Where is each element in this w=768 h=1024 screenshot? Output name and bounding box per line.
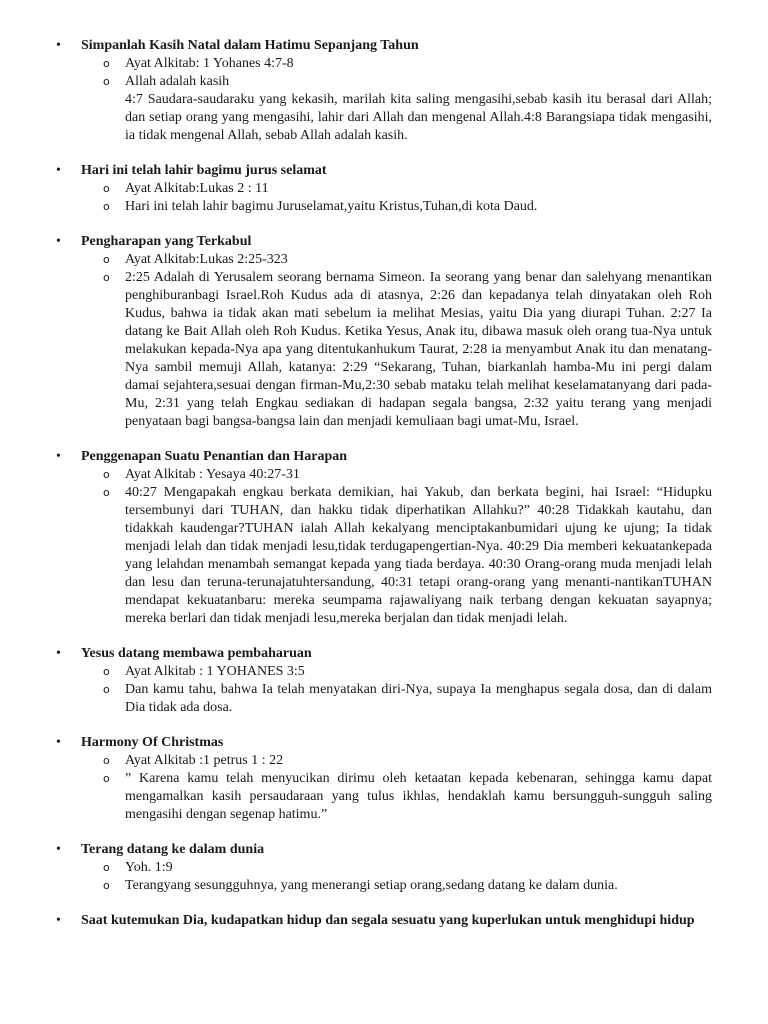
item-text: 2:25 Adalah di Yerusalem seorang bernama Simeon. Ia seorang yang benar dan salehyang menantikan penghiburanbagi Israel.Roh Kudus ada di atasnya, 2:26 dan kepadanya telah dinyatakan oleh Roh Kudus, bahwa ia tidak akan mati sebelum ia melihat Mesias, yaitu Dia yang diurapi Tuhan. 2:27 Ia datang ke Bait Allah oleh Roh Kudus. Ketika Yesus, Anak itu, dibawa masuk oleh orang tua-Nya untuk melakukan kepada-Nya apa yang ditentukanhukum Taurat, 2:28 ia menyambut Anak itu dan menatang-Nya sambil memuji Allah, katanya: 2:29 “Sekarang, Tuhan, biarkanlah hamba-Mu ini pergi dalam damai sejahtera,sesuai dengan firman-Mu,2:30 sebab mataku telah melihat keselamatanyang dari pada-Mu, 2:31 yang telah Engkau sediakan di hadapan segala bangsa, 2:32 yaitu terang yang menjadi penyataan bagi bangsa-bangsa lain dan menjadi kemuliaan bagi umat-Mu, Israel. <box>125 270 712 429</box>
circle-bullet-icon: o <box>103 253 110 266</box>
circle-bullet-icon: o <box>103 861 110 874</box>
list-item <box>0 859 768 877</box>
section-title-text: Yesus datang membawa pembaharuan <box>81 646 312 661</box>
list-item <box>0 198 768 216</box>
circle-bullet-icon: o <box>103 486 110 499</box>
section <box>0 912 768 930</box>
circle-bullet-icon: o <box>103 200 110 213</box>
bullet-icon: • <box>56 913 61 928</box>
circle-bullet-icon: o <box>103 754 110 767</box>
circle-bullet-icon: o <box>103 665 110 678</box>
sub-list <box>0 55 768 145</box>
list-item <box>0 180 768 198</box>
bullet-icon: • <box>56 38 61 53</box>
section-list <box>0 37 768 930</box>
circle-bullet-icon: o <box>103 271 110 284</box>
section-title-text: Simpanlah Kasih Natal dalam Hatimu Sepanjang Tahun <box>81 38 419 53</box>
bullet-icon: • <box>56 163 61 178</box>
bullet-icon: • <box>56 735 61 750</box>
item-text: Dan kamu tahu, bahwa Ia telah menyatakan diri-Nya, supaya Ia menghapus segala dosa, dan di dalam Dia tidak ada dosa. <box>125 682 712 715</box>
section <box>0 233 768 431</box>
item-text: Hari ini telah lahir bagimu Juruselamat,yaitu Kristus,Tuhan,di kota Daud. <box>125 199 538 214</box>
section <box>0 37 768 145</box>
item-text: ” Karena kamu telah menyucikan dirimu oleh ketaatan kepada kebenaran, sehingga kamu dapat mengamalkan kasih persaudaraan yang tulus ikhlas, hendaklah kamu bersungguh-sungguh saling mengasihi dengan segenap hatimu.” <box>125 771 712 822</box>
section <box>0 734 768 824</box>
item-text-continued: 4:7 Saudara-saudaraku yang kekasih, marilah kita saling mengasihi,sebab kasih itu berasal dari Allah; dan setiap orang yang mengasihi, lahir dari Allah dan mengenal Allah.4:8 Barangsiapa tidak mengasihi, ia tidak mengenal Allah, sebab Allah adalah kasih. <box>125 92 712 143</box>
item-text: Ayat Alkitab: 1 Yohanes 4:7-8 <box>125 56 294 71</box>
bullet-icon: • <box>56 234 61 249</box>
sub-list <box>0 752 768 824</box>
section-title-text: Terang datang ke dalam dunia <box>81 842 265 857</box>
sub-list <box>0 180 768 216</box>
bullet-icon: • <box>56 449 61 464</box>
section-title <box>0 37 768 55</box>
sub-list <box>0 663 768 717</box>
item-text: Ayat Alkitab : 1 YOHANES 3:5 <box>125 664 305 679</box>
section-title <box>0 448 768 466</box>
list-item <box>0 663 768 681</box>
circle-bullet-icon: o <box>103 772 110 785</box>
section-title-text: Saat kutemukan Dia, kudapatkan hidup dan segala sesuatu yang kuperlukan untuk menghidupi hidup <box>81 913 695 928</box>
list-item <box>0 877 768 895</box>
item-text: Ayat Alkitab :1 petrus 1 : 22 <box>125 753 284 768</box>
circle-bullet-icon: o <box>103 683 110 696</box>
list-item <box>0 752 768 770</box>
circle-bullet-icon: o <box>103 879 110 892</box>
item-text: Allah adalah kasih <box>125 74 230 89</box>
list-item <box>0 484 768 628</box>
sub-list <box>0 859 768 895</box>
item-text: Ayat Alkitab:Lukas 2 : 11 <box>125 181 269 196</box>
item-text: 40:27 Mengapakah engkau berkata demikian, hai Yakub, dan berkata begini, hai Israel: “Hidupku tersembunyi dari TUHAN, dan hakku tidak diperhatikan Allahku?” 40:28 Tidakkah kautahu, dan tidakkah kaudengar?TUHAN ialah Allah kekalyang menciptakanbumidari ujung ke ujung; Ia tidak menjadi lelah dan tidak menjadi lesu,tidak terdugapengertian-Nya. 40:29 Dia memberi kekuatankepada yang lelahdan menambah semangat kepada yang tiada berdaya. 40:30 Orang-orang muda menjadi lelah dan lesu dan teruna-terunajatuhtersandung, 40:31 tetapi orang-orang yang menanti-nantikanTUHAN mendapat kekuatanbaru: mereka seumpama rajawaliyang naik terbang dengan kekuatan sayapnya; mereka berlari dan tidak menjadi lesu,mereka berjalan dan tidak menjadi lelah. <box>125 485 712 626</box>
section-title-text: Hari ini telah lahir bagimu jurus selamat <box>81 163 327 178</box>
section-title <box>0 841 768 859</box>
list-item <box>0 55 768 73</box>
section-title <box>0 912 768 930</box>
circle-bullet-icon: o <box>103 57 110 70</box>
bullet-icon: • <box>56 842 61 857</box>
list-item <box>0 466 768 484</box>
section-title-text: Penggenapan Suatu Penantian dan Harapan <box>81 449 348 464</box>
section-title <box>0 162 768 180</box>
item-text: Yoh. 1:9 <box>125 860 173 875</box>
section <box>0 162 768 216</box>
list-item <box>0 251 768 269</box>
circle-bullet-icon: o <box>103 468 110 481</box>
sub-list <box>0 466 768 628</box>
section-title <box>0 734 768 752</box>
list-item <box>0 73 768 145</box>
section-title <box>0 645 768 663</box>
section <box>0 645 768 717</box>
item-text: Ayat Alkitab : Yesaya 40:27-31 <box>125 467 300 482</box>
list-item <box>0 269 768 431</box>
item-text: Terangyang sesungguhnya, yang menerangi setiap orang,sedang datang ke dalam dunia. <box>125 878 618 893</box>
section-title <box>0 233 768 251</box>
circle-bullet-icon: o <box>103 75 110 88</box>
bullet-icon: • <box>56 646 61 661</box>
list-item <box>0 681 768 717</box>
section-title-text: Harmony Of Christmas <box>81 735 224 750</box>
sub-list <box>0 251 768 431</box>
item-text: Ayat Alkitab:Lukas 2:25-323 <box>125 252 288 267</box>
section <box>0 448 768 628</box>
circle-bullet-icon: o <box>103 182 110 195</box>
section-title-text: Pengharapan yang Terkabul <box>81 234 252 249</box>
list-item <box>0 770 768 824</box>
section <box>0 841 768 895</box>
